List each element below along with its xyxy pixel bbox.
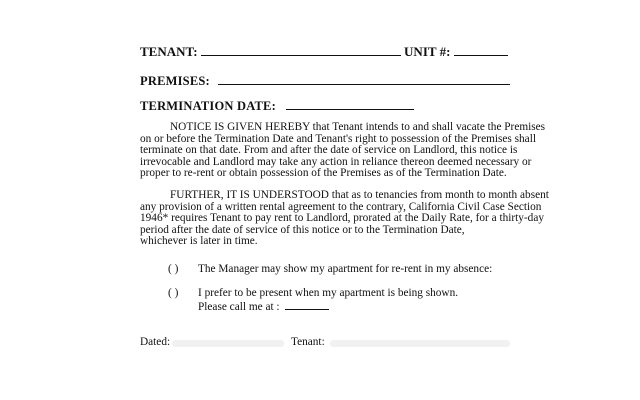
- call-me-row: [168, 299, 458, 313]
- option-text: I prefer to be present when my apartment is being shown.: [198, 287, 459, 299]
- tenant-label: TENANT:: [140, 44, 198, 59]
- further-line: any provision of a written rental agreement to the contrary, California Civil Case Section: [140, 200, 542, 213]
- tenant-unit-row-text: [140, 43, 508, 60]
- dated-label: Dated:: [140, 336, 171, 348]
- tenant-unit-row-clip: [140, 44, 500, 61]
- call-me-label: Please call me at :: [198, 301, 280, 313]
- further-line: 1946* requires Tenant to pay rent to Landlord, prorated at the Daily Rate, for a thirty-day: [140, 212, 544, 225]
- unit-label: UNIT #:: [404, 44, 451, 59]
- option-text: The Manager may show my apartment for re-rent in my absence:: [198, 263, 493, 275]
- tenant-field-line: [201, 43, 401, 56]
- premises-label: PREMISES:: [140, 74, 210, 88]
- tenant-signature-label: Tenant:: [291, 336, 325, 348]
- notice-line: NOTICE IS GIVEN HEREBY that Tenant intends to and shall vacate the Premises: [170, 121, 546, 133]
- termination-date-label: TERMINATION DATE:: [140, 99, 276, 113]
- termination-row: [140, 97, 414, 115]
- premises-row: [140, 72, 510, 90]
- termination-date-field-line: [286, 97, 414, 110]
- notice-line: terminate on that date. From and after the date of service on Landlord, this notice is: [140, 144, 518, 157]
- further-line: whichever is later in time.: [140, 235, 258, 248]
- notice-line: proper to re-rent or obtain possession of the Premises as of the Termination Date.: [140, 167, 507, 180]
- notice-line: irrevocable and Landlord may take any action in reliance thereon deemed necessary or: [140, 155, 532, 168]
- option-checkbox[interactable]: ( ): [168, 263, 179, 275]
- dated-field-smudge: [172, 340, 284, 347]
- option-checkbox[interactable]: ( ): [168, 287, 179, 299]
- option-show-in-absence: [168, 263, 492, 275]
- notice-line: on or before the Termination Date and Tenant's right to possession of the Premises shall: [140, 132, 536, 145]
- unit-field-line: [454, 43, 508, 56]
- tenant-unit-row: [0, 44, 640, 61]
- option-present-when-shown: [168, 287, 458, 313]
- further-paragraph: [140, 189, 549, 248]
- further-line: period after the date of service of this notice or to the Termination Date,: [140, 223, 465, 236]
- further-line: FURTHER, IT IS UNDERSTOOD that as to tenancies from month to month absent: [170, 189, 549, 201]
- notice-paragraph: [140, 121, 546, 180]
- phone-field-line: [285, 299, 329, 310]
- premises-field-line: [218, 72, 510, 85]
- tenant-signature-smudge: [330, 340, 510, 347]
